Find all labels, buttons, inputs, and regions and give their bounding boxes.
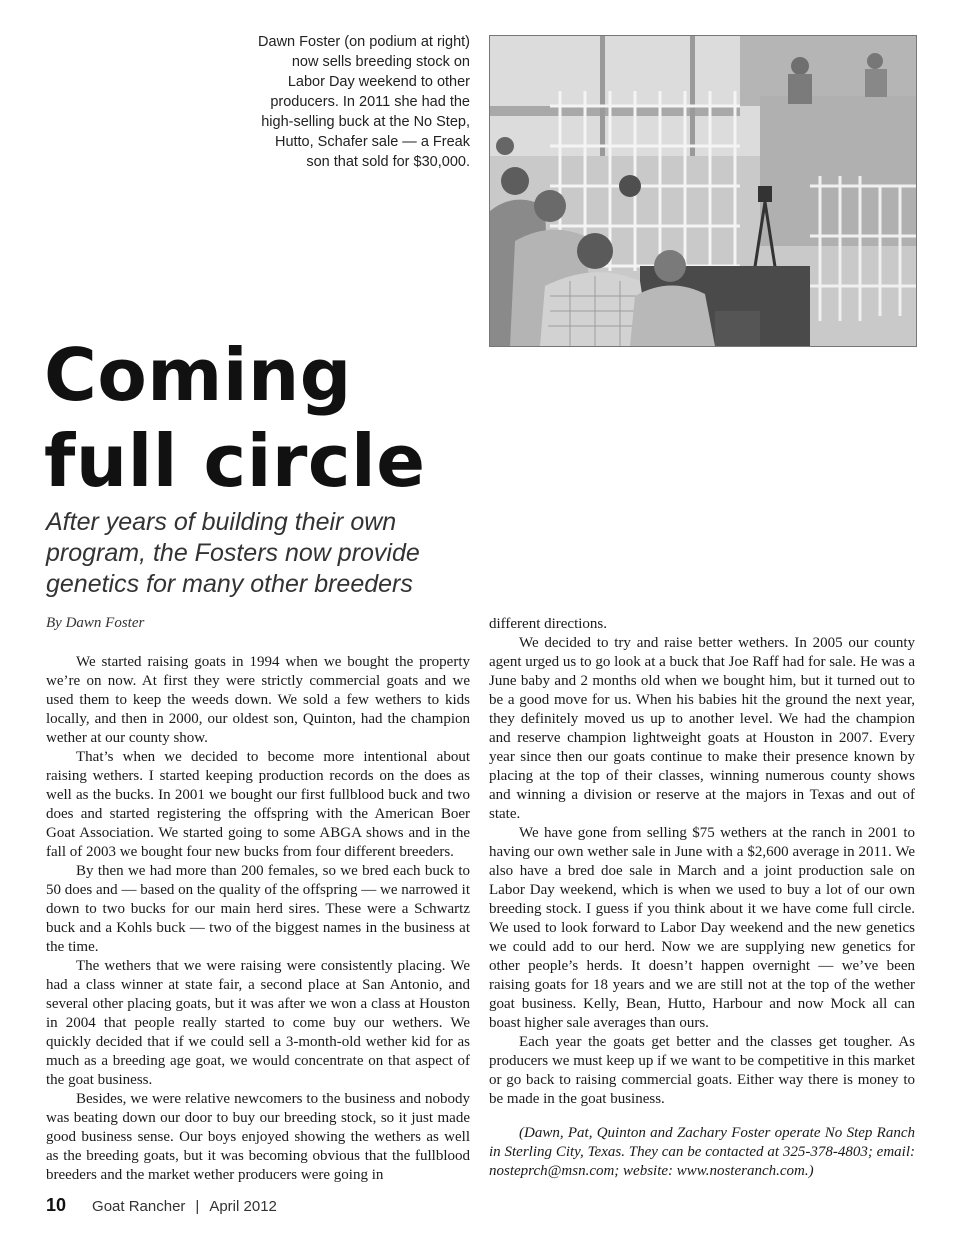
body-paragraph: Besides, we were relative newcomers to the business and nobody was beating down our door to buy our breeding stock, so it just made good business sense. Our boys enjoyed showing the wethers as well as the breeding goats, but it was becoming obvious that the fullblood breeders and the market wether producers were going in [46,1091,470,1183]
byline: By Dawn Foster [46,615,145,631]
body-paragraph: That’s when we decided to become more intentional about raising wethers. I started keeping production records on the does as well as the bucks. In 2001 we bought our first fullblood buck and two does and started registering the offspring with the American Boer Goat Association. We started going to some ABGA shows and in the fall of 2003 we bought four new bucks from four different breeders. [46,749,470,860]
title-line-1: Coming [44,333,352,417]
body-paragraph: We started raising goats in 1994 when we bought the property we’re on now. At first they were strictly commercial goats and we used them to keep the weeds down. We sold a few wethers to kids locally, and then in 2000, our oldest son, Quinton, had the champion wether at our county show. [46,654,470,746]
body-paragraph-continued: different directions. [489,616,608,632]
footer-separator: | [195,1198,200,1215]
title-line-2: full circle [44,419,426,503]
left-column [46,653,470,1185]
issue-date: April 2012 [209,1198,277,1215]
right-column [489,615,915,1109]
magazine-name: Goat Rancher [92,1198,186,1215]
author-bio: (Dawn, Pat, Quinton and Zachary Foster operate No Step Ranch in Sterling City, Texas. They can be contacted at 325-378-4803; email: nosteprch@msn.com; website: www.nosteranch.com.) [489,1125,915,1179]
page-footer [46,1195,277,1216]
body-paragraph: Each year the goats get better and the classes get tougher. As producers we must keep up if we want to be competitive in this market or go back to raising commercial goats. Either way there is money to be made in the goat business. [489,1034,915,1107]
body-paragraph: We decided to try and raise better wethers. In 2005 our county agent urged us to go look at a buck that Joe Raff had for sale. He was a June baby and 2 months old when we bought him, but it turned out to be a good move for us. When his babies hit the ground the next year, they definitely moved us up to another level. We had the champion and reserve champion lightweight goats at Houston in 2007. Every year since then our goats continue to make their presence known by placing at the top of their classes, winning numerous county shows and winning a division or reserve at the majors in Texas and out of state. [489,635,915,822]
body-paragraph: The wethers that we were raising were consistently placing. We had a class winner at state fair, a second place at San Antonio, and several other placing goats, but it was after we won a class at Houston in 2004 that people really started to come buy our wethers. We quickly decided that if we could sell a 3-month-old wether kid for as much as a breeding age goat, we would concentrate on that aspect of the goat business. [46,958,470,1088]
auction-photo [489,35,917,347]
page-number: 10 [46,1195,67,1215]
body-paragraph: By then we had more than 200 females, so we bred each buck to 50 does and — based on the quality of the offspring — we narrowed it down to two bucks for our main herd sires. These were a Schwartz buck and a Kohls buck — two of the biggest names in the business at the time. [46,863,470,955]
photo-caption: Dawn Foster (on podium at right) now sells breeding stock on Labor Day weekend to other producers. In 2011 she had the high-selling buck at the No Step, Hutto, Schafer sale — a Freak son that sold for $30,000. [258,34,470,170]
article-title [44,332,474,504]
body-paragraph: We have gone from selling $75 wethers at the ranch in 2001 to having our own wether sale in June with a $2,600 average in 2011. We also have a bred doe sale in March and a joint production sale on Labor Day weekend, which is when we used to buy a lot of our own breeding stock. I guess if you think about it we have come full circle. We used to look forward to Labor Day weekend and the new genetics we could add to our herd. Now we are supplying new genetics for other people’s herds. It doesn’t happen overnight — we’ve been raising goats for 18 years and we are still not at the top of the wether goat business. Kelly, Bean, Hutto, Harbour and now Mock all can boast higher sale averages than ours. [489,825,915,1031]
article-subtitle: After years of building their own program, the Fosters now provide genetics for many other breeders [46,508,420,598]
